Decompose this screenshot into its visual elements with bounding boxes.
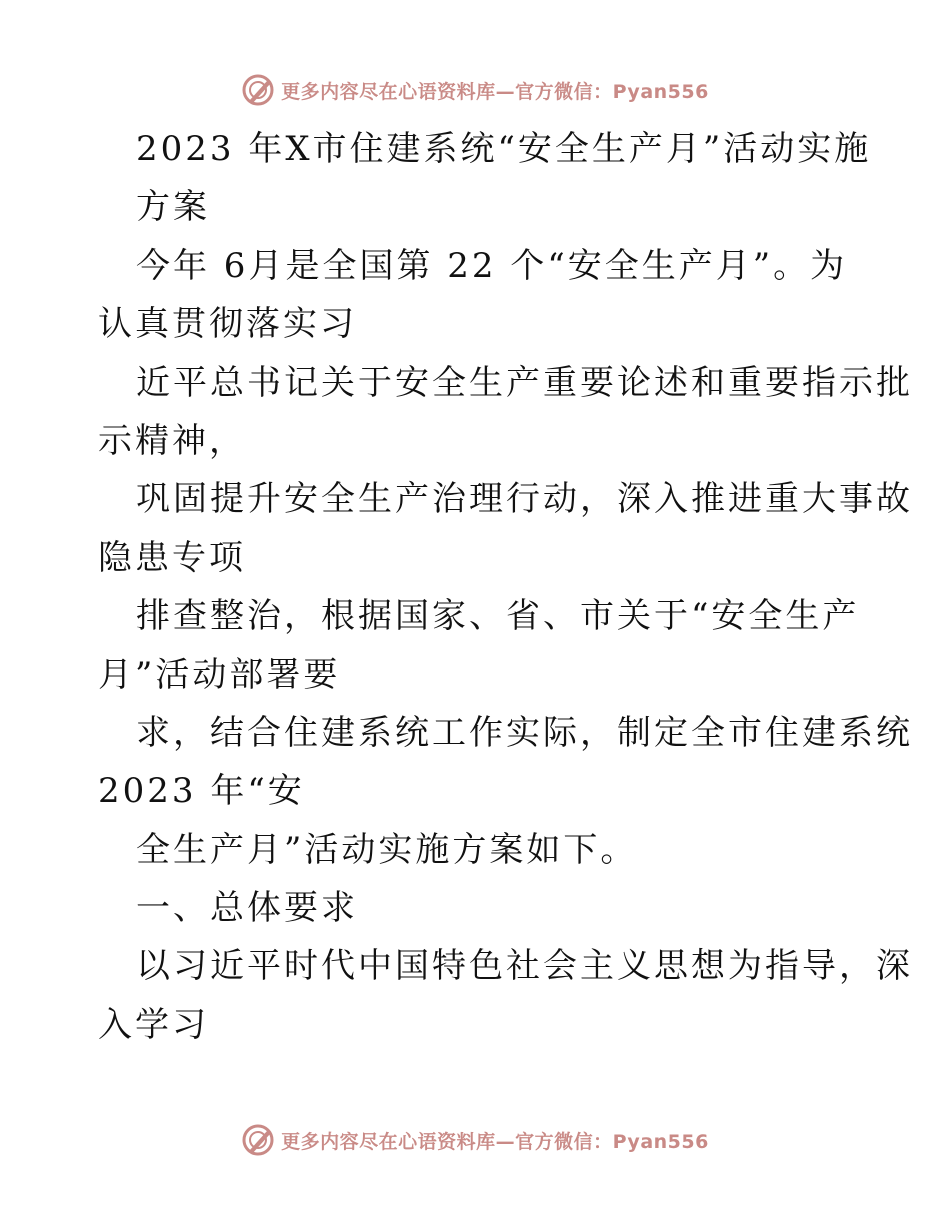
text-line: 一、总体要求 — [136, 888, 358, 929]
text-line: 示精神， — [98, 420, 246, 461]
text-line: 入学习 — [98, 1004, 209, 1045]
text-line: 近平总书记关于安全生产重要论述和重要指示批 — [136, 362, 913, 403]
text-line: 月”活动部署要 — [98, 654, 341, 695]
text-line: 巩固提升安全生产治理行动，深入推进重大事故 — [136, 479, 913, 520]
watermark-text: 更多内容尽在心语资料库—官方微信：Pyan556 — [281, 80, 709, 103]
pen-logo-icon — [241, 73, 275, 107]
watermark-text: 更多内容尽在心语资料库—官方微信：Pyan556 — [281, 1130, 709, 1153]
footer-watermark — [0, 1122, 950, 1158]
text-line: 今年 6月是全国第 22 个“安全生产月”。为 — [136, 245, 848, 286]
text-line: 方案 — [136, 187, 210, 228]
document-body — [98, 120, 913, 1054]
text-line: 全生产月”活动实施方案如下。 — [136, 829, 638, 870]
text-line: 排查整治，根据国家、省、市关于“安全生产 — [136, 596, 860, 637]
pen-logo-icon — [241, 1123, 275, 1157]
text-line: 求，结合住建系统工作实际，制定全市住建系统 — [136, 712, 913, 753]
text-line: 2023 年“安 — [98, 771, 305, 812]
text-line: 以习近平时代中国特色社会主义思想为指导，深 — [136, 946, 913, 987]
text-line: 隐患专项 — [98, 537, 246, 578]
header-watermark — [0, 72, 950, 108]
text-line: 认真贯彻落实习 — [98, 304, 357, 345]
text-line: 2023 年X市住建系统“安全生产月”活动实施 — [136, 129, 872, 169]
